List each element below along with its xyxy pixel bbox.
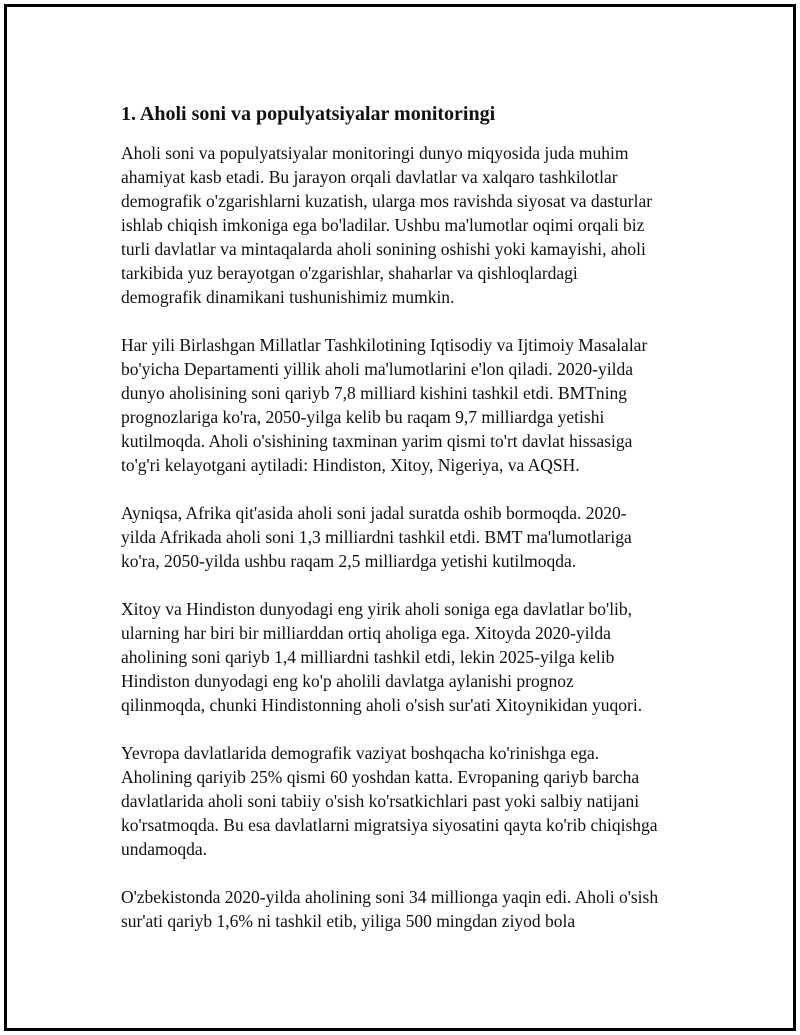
- document-body: [121, 101, 696, 957]
- paragraph: [121, 741, 696, 861]
- paragraph-line: ularning har biri bir milliarddan ortiq aholiga ega. Xitoyda 2020-yilda: [121, 623, 611, 643]
- paragraph: [121, 333, 696, 477]
- paragraph-line: ko'ra, 2050-yilda ushbu raqam 2,5 milliardga yetishi kutilmoqda.: [121, 551, 577, 571]
- paragraph-line: demografik o'zgarishlarni kuzatish, ularga mos ravishda siyosat va dasturlar: [121, 191, 653, 211]
- paragraph-line: ishlab chiqish imkoniga ega bo'ladilar. Ushbu ma'lumotlar oqimi orqali biz: [121, 215, 645, 235]
- paragraph: [121, 501, 696, 573]
- paragraph-line: qilinmoqda, chunki Hindistonning aholi o'sish sur'ati Xitoynikidan yuqori.: [121, 695, 643, 715]
- page-frame: [4, 4, 796, 1031]
- paragraph-line: Yevropa davlatlarida demografik vaziyat boshqacha ko'rinishga ega.: [121, 743, 600, 763]
- section-heading: 1. Aholi soni va populyatsiyalar monitoringi: [121, 103, 496, 125]
- paragraph-line: yilda Afrikada aholi soni 1,3 milliardni tashkil etdi. BMT ma'lumotlariga: [121, 527, 632, 547]
- paragraph-line: demografik dinamikani tushunishimiz mumkin.: [121, 287, 455, 307]
- paragraph: [121, 597, 696, 717]
- paragraph-line: tarkibida yuz berayotgan o'zgarishlar, shaharlar va qishloqlardagi: [121, 263, 578, 283]
- paragraph-line: bo'yicha Departamenti yillik aholi ma'lumotlarini e'lon qiladi. 2020-yilda: [121, 359, 633, 379]
- paragraph-line: dunyo aholisining soni qariyb 7,8 milliard kishini tashkil etdi. BMTning: [121, 383, 628, 403]
- paragraph-line: Aholining qariyib 25% qismi 60 yoshdan katta. Evropaning qariyb barcha: [121, 767, 640, 787]
- paragraph-line: Ayniqsa, Afrika qit'asida aholi soni jadal suratda oshib bormoqda. 2020-: [121, 503, 627, 523]
- paragraph-line: aholining soni qariyb 1,4 milliardni tashkil etdi, lekin 2025-yilga kelib: [121, 647, 615, 667]
- paragraph-line: to'g'ri kelayotgani aytiladi: Hindiston, Xitoy, Nigeriya, va AQSH.: [121, 455, 580, 475]
- paragraph-line: O'zbekistonda 2020-yilda aholining soni 34 millionga yaqin edi. Aholi o'sish: [121, 887, 659, 907]
- paragraph-line: davlatlarida aholi soni tabiiy o'sish ko'rsatkichlari past yoki salbiy natijani: [121, 791, 640, 811]
- paragraph-line: turli davlatlar va mintaqalarda aholi sonining oshishi yoki kamayishi, aholi: [121, 239, 646, 259]
- paragraph-line: undamoqda.: [121, 839, 208, 859]
- paragraph: [121, 885, 696, 933]
- paragraph-line: kutilmoqda. Aholi o'sishining taxminan yarim qismi to'rt davlat hissasiga: [121, 431, 633, 451]
- paragraph-line: Har yili Birlashgan Millatlar Tashkilotining Iqtisodiy va Ijtimoiy Masalalar: [121, 335, 648, 355]
- paragraph: [121, 141, 696, 309]
- paragraph-line: Xitoy va Hindiston dunyodagi eng yirik aholi soniga ega davlatlar bo'lib,: [121, 599, 633, 619]
- paragraphs-container: [121, 141, 696, 933]
- paragraph-line: prognozlariga ko'ra, 2050-yilga kelib bu raqam 9,7 milliardga yetishi: [121, 407, 605, 427]
- paragraph-line: Aholi soni va populyatsiyalar monitoringi dunyo miqyosida juda muhim: [121, 143, 629, 163]
- paragraph-line: Hindiston dunyodagi eng ko'p aholili davlatga aylanishi prognoz: [121, 671, 574, 691]
- paragraph-line: sur'ati qariyb 1,6% ni tashkil etib, yiliga 500 mingdan ziyod bola: [121, 911, 576, 931]
- paragraph-line: ahamiyat kasb etadi. Bu jarayon orqali davlatlar va xalqaro tashkilotlar: [121, 167, 618, 187]
- paragraph-line: ko'rsatmoqda. Bu esa davlatlarni migratsiya siyosatini qayta ko'rib chiqishga: [121, 815, 658, 835]
